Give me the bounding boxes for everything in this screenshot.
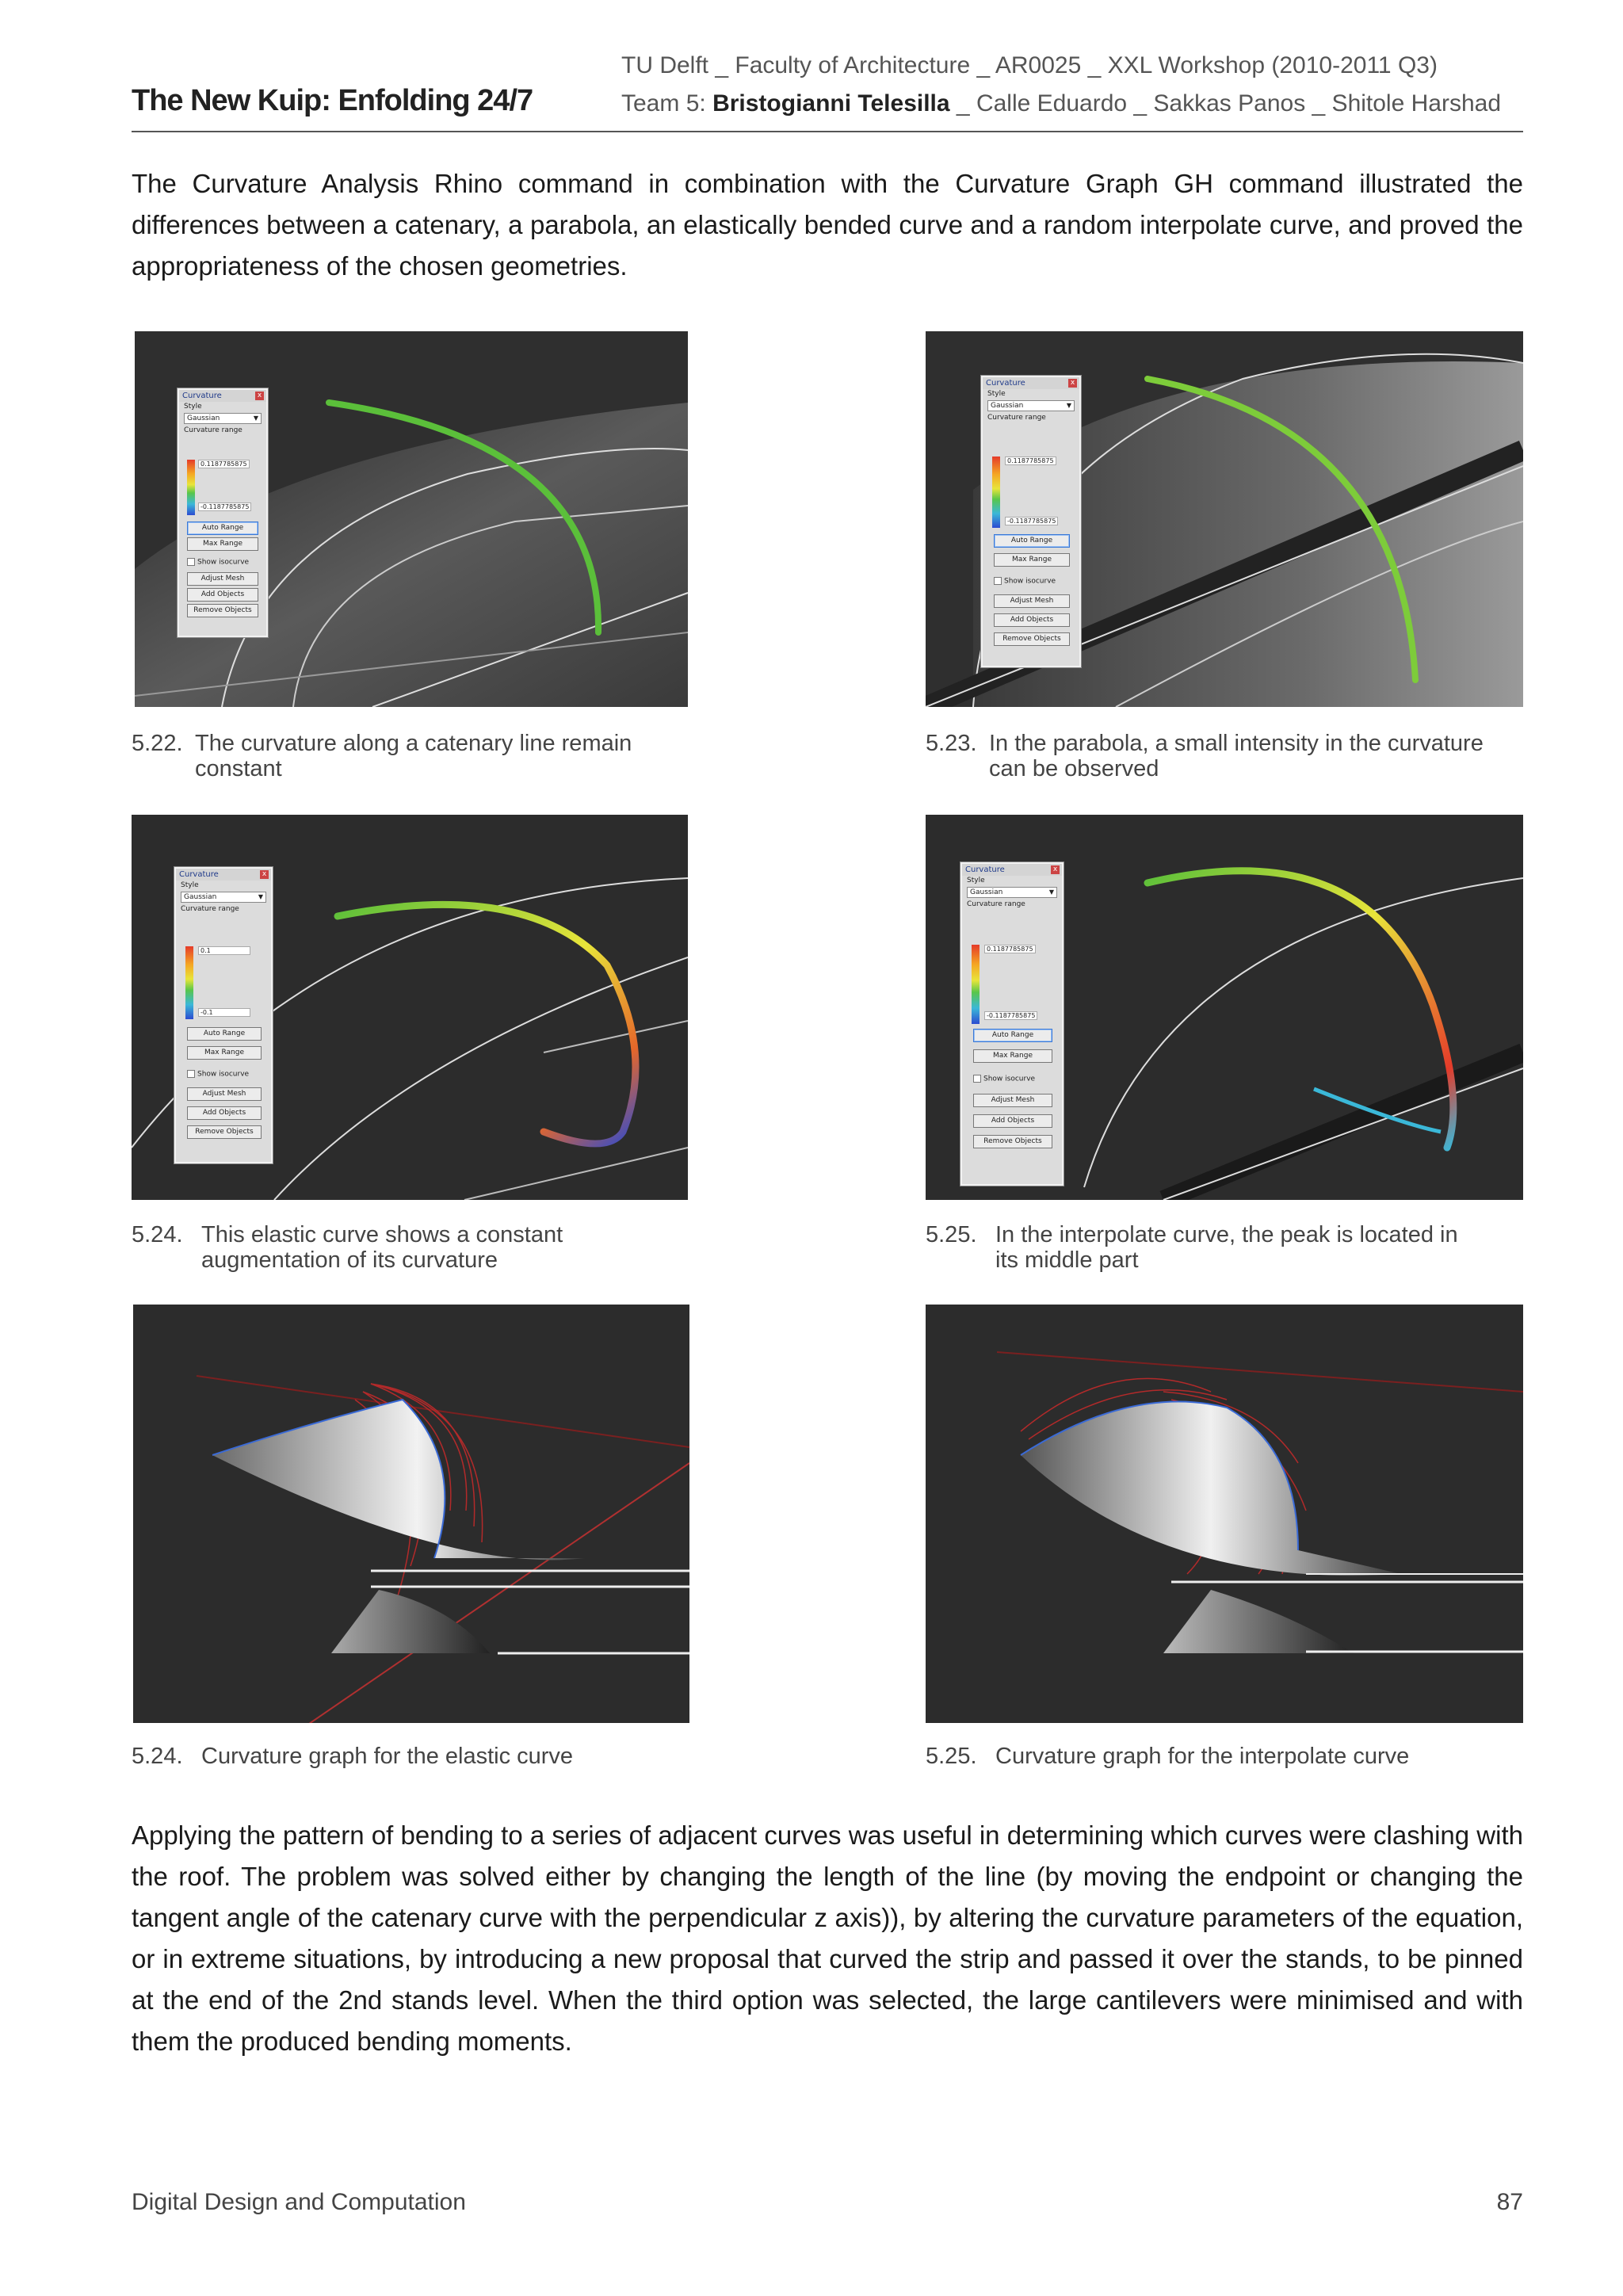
style-select[interactable]: Gaussian ▼	[184, 413, 262, 424]
curvature-dialog: Curvature x Style Gaussian ▼ Curvature range 0.1187785875 -0.1187785875 Auto Range Max Range Show isocurve Adjust Mesh Add Objects Remove Objects	[960, 862, 1064, 1186]
figure-elastic	[132, 815, 688, 1200]
adjust-mesh-button[interactable]: Adjust Mesh	[973, 1094, 1052, 1107]
color-range-bar	[187, 460, 195, 515]
add-objects-button[interactable]: Add Objects	[994, 613, 1070, 627]
dialog-title: Curvature x	[983, 377, 1079, 389]
close-icon[interactable]: x	[1068, 379, 1077, 388]
figure-catenary	[135, 331, 688, 707]
range-min-field[interactable]: -0.1187785875	[984, 1011, 1037, 1020]
caption-5-25-graph: 5.25. Curvature graph for the interpolate curve	[926, 1744, 1410, 1769]
team-lead: Bristogianni Telesilla	[712, 90, 950, 117]
range-min-field[interactable]: -0.1187785875	[1005, 517, 1058, 525]
adjust-mesh-button[interactable]: Adjust Mesh	[187, 572, 258, 586]
auto-range-button[interactable]: Auto Range	[187, 521, 258, 535]
intro-paragraph: The Curvature Analysis Rhino command in combination with the Curvature Graph GH command illustrated the differences between a catenary, a parabola, an elastically bended curve and a random interpolate curve, and proved the appropriateness of the chosen geometries.	[132, 169, 1523, 281]
chevron-down-icon: ▼	[253, 415, 258, 422]
team-members: _ Calle Eduardo _ Sakkas Panos _ Shitole Harshad	[949, 90, 1502, 117]
header-team-line	[621, 90, 1501, 117]
body-paragraph: Applying the pattern of bending to a series of adjacent curves was useful in determining which curves were clashing with the roof. The problem was solved either by changing the length of the line (by moving the endpoint or changing the tangent angle of the catenary curve with the perpendicular z axis)), by altering the curvature parameters of the equation, or in extreme situations, by introducing a new proposal that curved the strip and passed it over the stands, to be pinned at the end of the 2nd stands level. When the third option was selected, the large cantilevers were minimised and with them the produced bending moments.	[132, 1820, 1523, 2056]
graph-interpolate-render	[926, 1305, 1523, 1723]
figure-interpolate	[926, 815, 1523, 1200]
close-icon[interactable]: x	[255, 392, 264, 400]
add-objects-button[interactable]: Add Objects	[187, 588, 258, 602]
max-range-button[interactable]: Max Range	[973, 1049, 1052, 1063]
header-course-line: TU Delft _ Faculty of Architecture _ AR0025 _ XXL Workshop (2010-2011 Q3)	[621, 52, 1438, 78]
caption-5-24-graph: 5.24. Curvature graph for the elastic curve	[132, 1744, 574, 1769]
caption-5-22: 5.22. The curvature along a catenary line remain constant	[132, 731, 632, 781]
chevron-down-icon: ▼	[1066, 402, 1071, 409]
curvature-dialog: Curvature x Style Gaussian ▼ Curvature range 0.1 -0.1 Auto Range Max Range Show isocurve Adjust Mesh Add Objects Remove Objects	[174, 867, 273, 1163]
auto-range-button[interactable]: Auto Range	[973, 1029, 1052, 1042]
curvature-dialog: Curvature x Style Gaussian ▼ Curvature range 0.1187785875 -0.1187785875 Auto Range Max Range Show isocurve Adjust Mesh Add Objects Remove Objects	[981, 376, 1081, 667]
range-max-field[interactable]: 0.1187785875	[198, 460, 250, 468]
header-rule	[132, 131, 1523, 132]
add-objects-button[interactable]: Add Objects	[187, 1106, 262, 1120]
remove-objects-button[interactable]: Remove Objects	[973, 1135, 1052, 1148]
curvature-dialog: Curvature x Style Gaussian ▼ Curvature range 0.1187785875 -0.1187785875 Auto Range Max Range Show isocurve Adjust Mesh Add Objects Remove Objects	[178, 388, 268, 637]
team-prefix: Team 5:	[621, 90, 713, 117]
dialog-title: Curvature x	[179, 390, 266, 402]
chevron-down-icon: ▼	[258, 893, 263, 900]
remove-objects-button[interactable]: Remove Objects	[187, 1125, 262, 1139]
page-number: 87	[1496, 2189, 1523, 2215]
range-min-field[interactable]: -0.1187785875	[198, 502, 251, 511]
figure-graph-elastic	[133, 1305, 689, 1723]
range-max-field[interactable]: 0.1187785875	[1005, 457, 1056, 465]
show-isocurve-checkbox[interactable]: Show isocurve	[187, 558, 249, 567]
caption-5-25: 5.25. In the interpolate curve, the peak is located in its middle part	[926, 1222, 1458, 1273]
range-max-field[interactable]: 0.1187785875	[984, 945, 1036, 953]
caption-5-23: 5.23. In the parabola, a small intensity in the curvature can be observed	[926, 731, 1484, 781]
graph-elastic-render	[133, 1305, 689, 1723]
close-icon[interactable]: x	[260, 870, 269, 879]
style-select[interactable]: Gaussian ▼	[987, 400, 1075, 411]
auto-range-button[interactable]: Auto Range	[187, 1027, 262, 1041]
footer-section-title: Digital Design and Computation	[132, 2189, 466, 2215]
color-range-bar	[972, 945, 980, 1024]
max-range-button[interactable]: Max Range	[187, 537, 258, 551]
max-range-button[interactable]: Max Range	[187, 1046, 262, 1060]
remove-objects-button[interactable]: Remove Objects	[187, 604, 258, 617]
close-icon[interactable]: x	[1051, 865, 1060, 874]
dialog-title: Curvature x	[962, 864, 1062, 876]
caption-5-24: 5.24. This elastic curve shows a constant augmentation of its curvature	[132, 1222, 563, 1273]
show-isocurve-checkbox[interactable]: Show isocurve	[187, 1070, 249, 1079]
figure-graph-interpolate	[926, 1305, 1523, 1723]
remove-objects-button[interactable]: Remove Objects	[994, 632, 1070, 646]
adjust-mesh-button[interactable]: Adjust Mesh	[994, 594, 1070, 608]
auto-range-button[interactable]: Auto Range	[994, 534, 1070, 548]
color-range-bar	[185, 946, 193, 1019]
adjust-mesh-button[interactable]: Adjust Mesh	[187, 1087, 262, 1101]
style-select[interactable]: Gaussian ▼	[181, 892, 266, 903]
range-max-field[interactable]: 0.1	[198, 946, 250, 955]
max-range-button[interactable]: Max Range	[994, 553, 1070, 567]
document-title: The New Kuip: Enfolding 24/7	[132, 84, 533, 117]
range-min-field[interactable]: -0.1	[198, 1008, 250, 1017]
figure-parabola	[926, 331, 1523, 707]
color-range-bar	[992, 457, 1000, 528]
chevron-down-icon: ▼	[1048, 888, 1054, 896]
dialog-title: Curvature x	[176, 869, 271, 881]
add-objects-button[interactable]: Add Objects	[973, 1114, 1052, 1128]
style-select[interactable]: Gaussian ▼	[967, 887, 1057, 898]
show-isocurve-checkbox[interactable]: Show isocurve	[994, 577, 1056, 586]
show-isocurve-checkbox[interactable]: Show isocurve	[973, 1075, 1035, 1083]
